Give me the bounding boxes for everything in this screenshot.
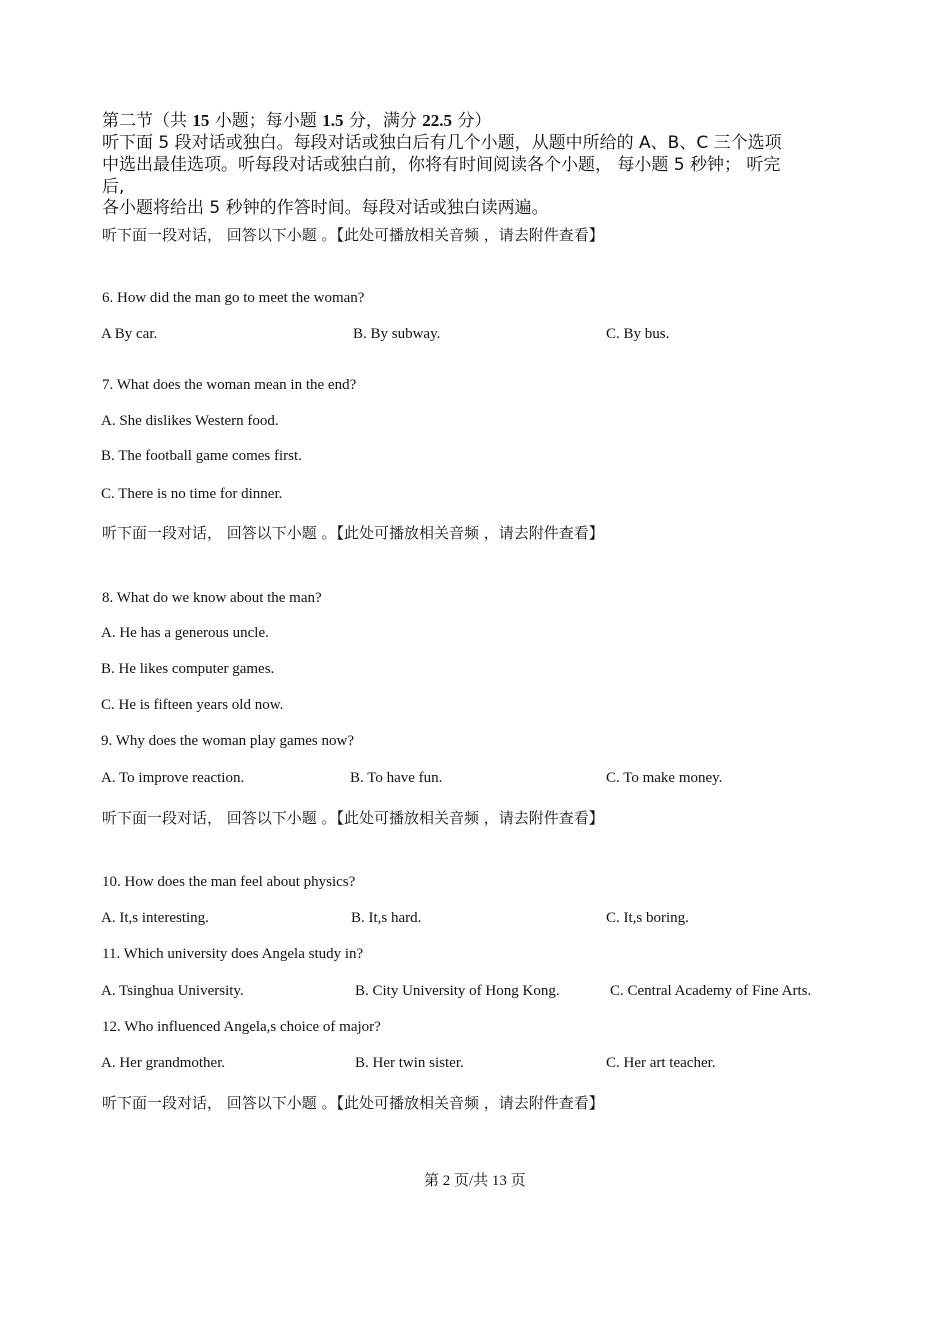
question-11: 11. Which university does Angela study in?	[102, 946, 364, 962]
title-text: 第二节（共	[102, 111, 187, 131]
page-number: 第 2 页/共 13 页	[424, 1173, 526, 1189]
listen-prompt: 听下面一段对话， 回答以下小题 。【此处可播放相关音频 ，请去附件查看】	[102, 1094, 604, 1112]
question-7: 7. What does the woman mean in the end?	[102, 377, 357, 393]
question-9: 9. Why does the woman play games now?	[101, 733, 355, 749]
option-6c: C. By bus.	[606, 326, 670, 342]
option-12c: C. Her art teacher.	[606, 1055, 716, 1071]
option-11a: A. Tsinghua University.	[101, 983, 244, 999]
option-9c: C. To make money.	[606, 770, 723, 786]
listen-prompt: 听下面一段对话， 回答以下小题 。【此处可播放相关音频 ，请去附件查看】	[102, 226, 604, 244]
instruction-line-4: 各小题将给出 5 秒钟的作答时间。每段对话或独白读两遍。	[102, 198, 549, 218]
listen-prompt: 听下面一段对话， 回答以下小题 。【此处可播放相关音频 ，请去附件查看】	[102, 524, 604, 542]
option-10a: A. It,s interesting.	[101, 910, 209, 926]
option-12a: A. Her grandmother.	[101, 1055, 226, 1071]
option-9b: B. To have fun.	[350, 770, 443, 786]
option-12b: B. Her twin sister.	[355, 1055, 464, 1071]
question-10: 10. How does the man feel about physics?	[102, 874, 356, 890]
question-8: 8. What do we know about the man?	[102, 590, 322, 606]
option-9a: A. To improve reaction.	[101, 770, 245, 786]
instruction-line-3: 后,	[102, 177, 125, 197]
option-10c: C. It,s boring.	[606, 910, 689, 926]
title-text: 小题；每小题	[214, 111, 317, 131]
instruction-line-2: 中选出最佳选项。听每段对话或独白前，你将有时间阅读各个小题， 每小题 5 秒钟； 听完	[102, 155, 781, 175]
title-text: 分）	[457, 111, 492, 131]
section-title	[102, 106, 491, 131]
instruction-line-1: 听下面 5 段对话或独白。每段对话或独白后有几个小题，从题中所给的 A、B、C 三个选项	[102, 133, 782, 153]
option-8b: B. He likes computer games.	[101, 661, 275, 677]
total-score: 22.5	[422, 111, 453, 130]
question-12: 12. Who influenced Angela,s choice of major?	[102, 1019, 381, 1035]
title-text: 分，满分	[348, 111, 417, 131]
option-11c: C. Central Academy of Fine Arts.	[610, 983, 812, 999]
question-count: 15	[192, 111, 210, 130]
listen-prompt: 听下面一段对话， 回答以下小题 。【此处可播放相关音频 ，请去附件查看】	[102, 809, 604, 827]
option-6a: A By car.	[101, 326, 158, 342]
option-8c: C. He is fifteen years old now.	[101, 697, 284, 713]
option-7c: C. There is no time for dinner.	[101, 486, 283, 502]
option-6b: B. By subway.	[353, 326, 441, 342]
question-6: 6. How did the man go to meet the woman?	[102, 290, 365, 306]
option-7b: B. The football game comes first.	[101, 448, 302, 464]
per-question-score: 1.5	[322, 111, 344, 130]
option-8a: A. He has a generous uncle.	[101, 625, 269, 641]
option-10b: B. It,s hard.	[351, 910, 422, 926]
option-11b: B. City University of Hong Kong.	[355, 983, 560, 999]
option-7a: A. She dislikes Western food.	[101, 413, 279, 429]
